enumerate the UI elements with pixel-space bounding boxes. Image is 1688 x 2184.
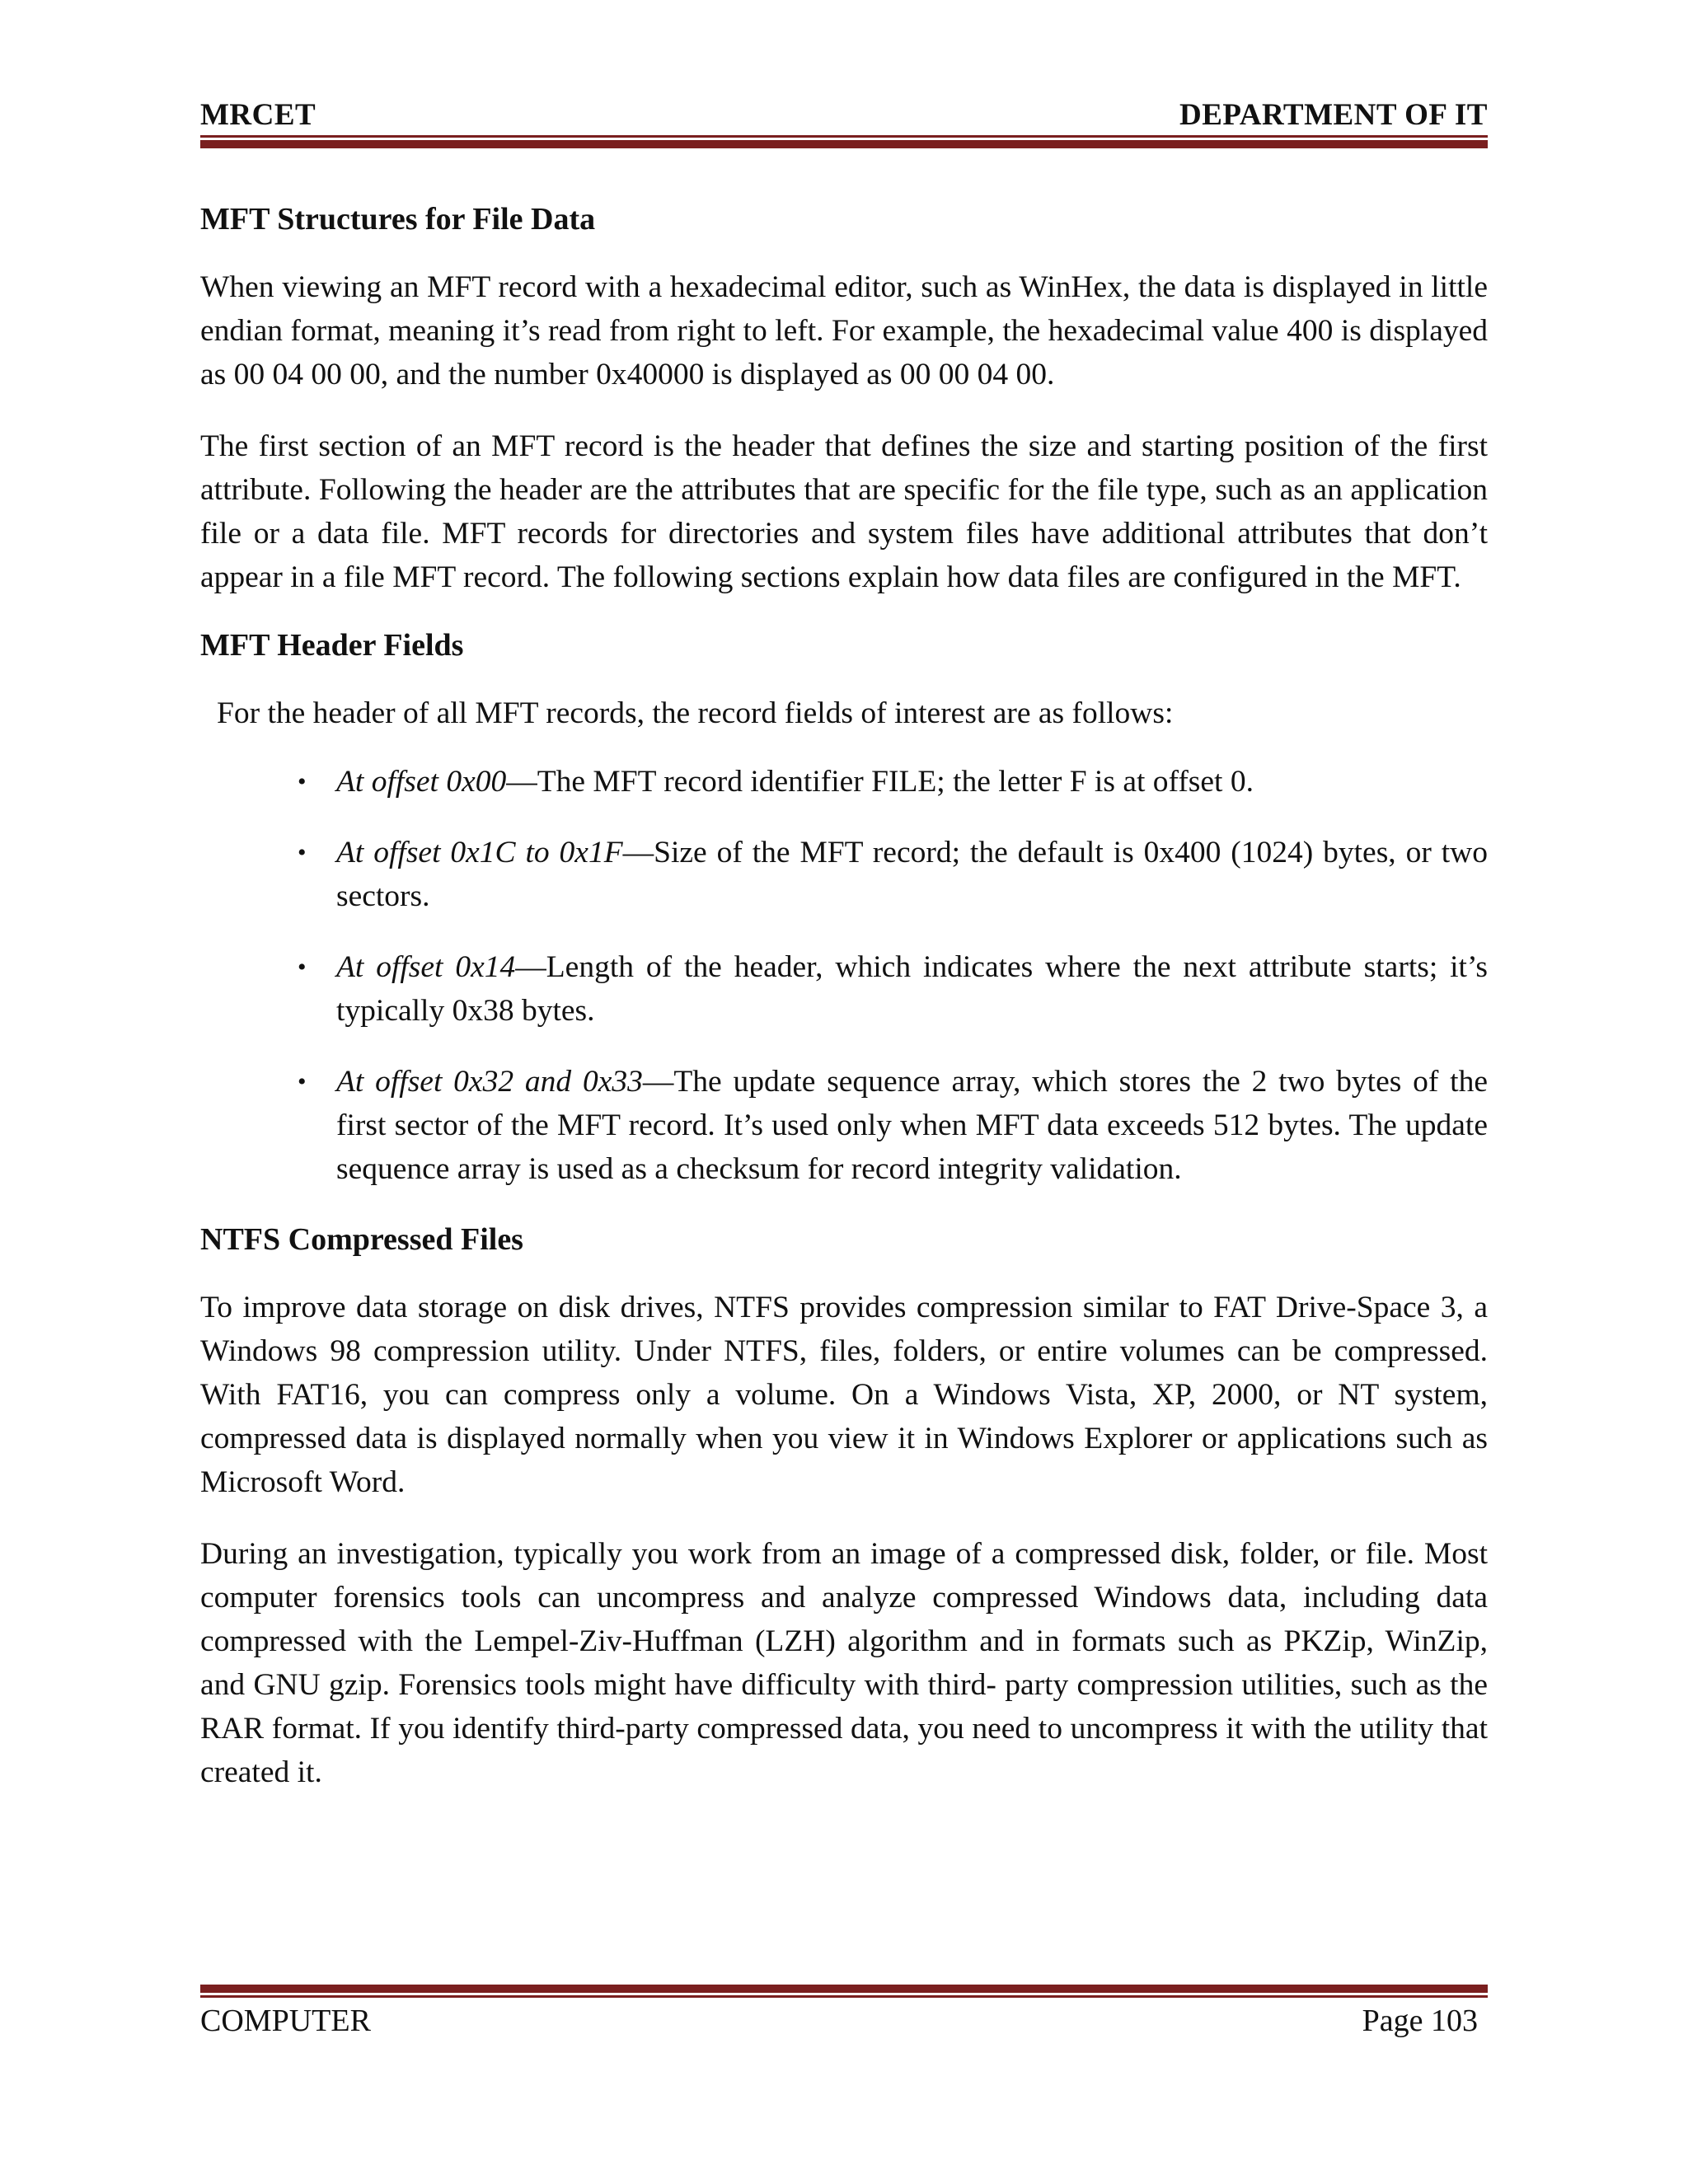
paragraph-header-fields-intro: For the header of all MFT records, the record fields of interest are as follows: xyxy=(217,696,1174,730)
offset-description: —The MFT record identifier FILE; the letter F is at offset 0. xyxy=(506,765,1254,799)
list-item xyxy=(200,1060,1488,1191)
page-header xyxy=(200,97,1488,147)
header-institution: MRCET xyxy=(200,98,316,132)
paragraph-little-endian: When viewing an MFT record with a hexadecimal editor, such as WinHex, the data is displayed in little endian format, meaning it’s read from right to left. For example, the hexadecimal value 400 is displayed as 00 04 00 00, and the number 0x40000 is displayed as 00 00 04 00. xyxy=(200,270,1488,391)
section-heading-ntfs-compressed: NTFS Compressed Files xyxy=(200,1222,523,1257)
footer-rule-thin xyxy=(200,1995,1488,1998)
header-rule-thick xyxy=(200,140,1488,148)
list-item xyxy=(200,831,1488,918)
offset-description: —Size of the MFT record; the default is 0x400 (1024) bytes, or two sectors. xyxy=(336,836,1488,913)
header-fields-list xyxy=(200,760,1488,1191)
footer-course: COMPUTER xyxy=(200,2004,371,2038)
paragraph-ntfs-compression: To improve data storage on disk drives, NTFS provides compression similar to FAT Drive-Space 3, a Windows 98 compression utility. Under NTFS, files, folders, or entire volumes can be compressed. With FAT16, you can compress only a volume. On a Windows Vista, XP, 2000, or NT system, compressed data is displayed normally when you view it in Windows Explorer or applications such as Microsoft Word. xyxy=(200,1291,1488,1499)
bullet-icon: • xyxy=(298,1068,307,1095)
offset-term: At offset 0x00 xyxy=(336,765,507,799)
list-item xyxy=(200,760,1488,804)
list-item xyxy=(200,945,1488,1033)
bullet-icon: • xyxy=(298,839,307,866)
offset-term: At offset 0x32 and 0x33 xyxy=(336,1065,643,1099)
offset-term: At offset 0x1C to 0x1F xyxy=(336,836,623,869)
offset-description: —Length of the header, which indicates where the next attribute starts; it’s typically 0x38 bytes. xyxy=(336,950,1488,1028)
paragraph-mft-header-overview: The first section of an MFT record is the header that defines the size and starting position of the first attribute. Following the header are the attributes that are specific for the file type, such as an application file or a data file. MFT records for directories and system files have additional attributes that don’t appear in a file MFT record. The following sections explain how data files are configured in the MFT. xyxy=(200,429,1488,594)
header-department: DEPARTMENT OF IT xyxy=(1179,98,1488,132)
offset-description: —The update sequence array, which stores the 2 two bytes of the first sector of the MFT record. It’s used only when MFT data exceeds 512 bytes. The update sequence array is used as a checksum for record integrity validation. xyxy=(336,1065,1488,1186)
paragraph-forensics-tools: During an investigation, typically you work from an image of a compressed disk, folder, or file. Most computer forensics tools can uncompress and analyze compressed Windows data, including data compressed with the Lempel-Ziv-Huffman (LZH) algorithm and in formats such as PKZip, WinZip, and GNU gzip. Forensics tools might have difficulty with third- party compression utilities, such as the RAR format. If you identify third-party compressed data, you need to uncompress it with the utility that created it. xyxy=(200,1537,1488,1789)
header-rule-thin xyxy=(200,135,1488,138)
section-heading-mft-header-fields: MFT Header Fields xyxy=(200,628,464,663)
section-heading-mft-structures: MFT Structures for File Data xyxy=(200,202,596,237)
bullet-icon: • xyxy=(298,768,307,795)
footer-rule-thick xyxy=(200,1985,1488,1993)
offset-term: At offset 0x14 xyxy=(336,950,516,984)
bullet-icon: • xyxy=(298,954,307,981)
page-number: Page 103 xyxy=(1362,2004,1478,2038)
page-body xyxy=(200,198,1488,1794)
